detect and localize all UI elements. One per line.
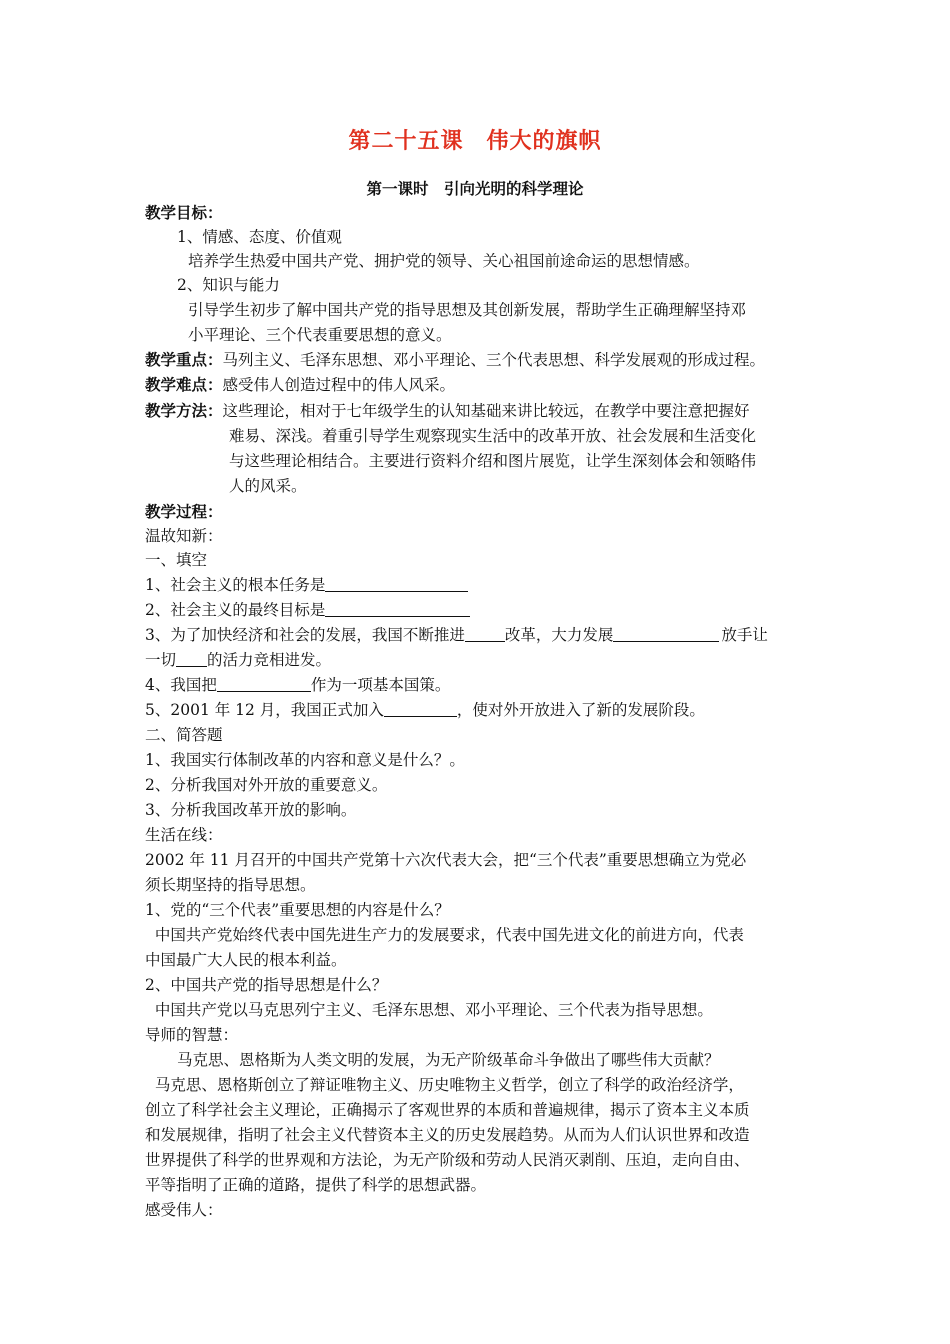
answer-blank[interactable]: [217, 676, 311, 692]
mentor-answer-line3: 和发展规律，指明了社会主义代替资本主义的历史发展趋势。从而为人们认识世界和改造: [145, 1126, 750, 1144]
answer-blank[interactable]: [325, 601, 470, 617]
goal-2-text-line1: 引导学生初步了解中国共产党的指导思想及其创新发展，帮助学生正确理解坚持邓: [188, 301, 747, 319]
answer-blank[interactable]: [325, 576, 468, 592]
life-paragraph-line1: 2002 年 11 月召开的中国共产党第十六次代表大会，把“三个代表”重要思想确立为党必: [145, 851, 747, 869]
mentor-heading: 导师的智慧：: [145, 1026, 239, 1044]
method-label: 教学方法：: [145, 401, 223, 420]
goal-1-label: 1、情感、态度、价值观: [177, 228, 342, 246]
answer-blank[interactable]: [613, 626, 719, 642]
lesson-subtitle: 第一课时 引向光明的科学理论: [366, 179, 584, 198]
difficulties-label: 教学难点：: [145, 375, 223, 394]
fill-blank-heading: 一、填空: [145, 551, 208, 569]
method-line2: 难易、深浅。着重引导学生观察现实生活中的改革开放、社会发展和生活变化: [229, 427, 757, 445]
difficulties-text: 感受伟人创造过程中的伟人风采。: [222, 376, 456, 394]
key-points-text: 马列主义、毛泽东思想、邓小平理论、三个代表思想、科学发展观的形成过程。: [222, 351, 766, 369]
life-answer-2: 中国共产党以马克思列宁主义、毛泽东思想、邓小平理论、三个代表为指导思想。: [145, 1001, 713, 1019]
mentor-answer-line5: 平等指明了正确的道路，提供了科学的思想武器。: [145, 1176, 487, 1194]
life-question-1: 1、党的“三个代表”重要思想的内容是什么？: [145, 901, 450, 919]
answer-blank[interactable]: [465, 626, 505, 642]
short-question-1: 1、我国实行体制改革的内容和意义是什么？。: [145, 751, 465, 769]
short-answer-heading: 二、简答题: [145, 726, 223, 744]
fill-question-4: 4、我国把 作为一项基本国策。: [145, 676, 451, 694]
fill-question-5: 5、2001 年 12 月，我国正式加入 ，使对外开放进入了新的发展阶段。: [145, 701, 705, 719]
key-points-row: [145, 350, 765, 370]
answer-blank[interactable]: [384, 701, 457, 717]
difficulties-row: [145, 375, 455, 395]
method-row: [145, 401, 750, 421]
lesson-title: 第二十五课 伟大的旗帜: [348, 128, 602, 154]
review-heading: 温故知新：: [145, 527, 223, 545]
goal-2-text-line2: 小平理论、三个代表重要思想的意义。: [188, 326, 452, 344]
life-heading: 生活在线：: [145, 826, 223, 844]
key-points-label: 教学重点：: [145, 350, 223, 369]
fill-question-3: 3、为了加快经济和社会的发展，我国不断推进 改革，大力发展 放手让: [145, 626, 768, 644]
process-heading: 教学过程：: [145, 502, 223, 521]
goal-2-label: 2、知识与能力: [177, 276, 280, 294]
fill-question-2: 2、社会主义的最终目标是: [145, 600, 470, 620]
method-line4: 人的风采。: [229, 477, 307, 495]
method-line3: 与这些理论相结合。主要进行资料介绍和图片展览，让学生深刻体会和领略伟: [229, 452, 757, 470]
method-line1: 这些理论，相对于七年级学生的认知基础来讲比较远，在教学中要注意把握好: [222, 402, 750, 420]
life-answer-1-line1: 中国共产党始终代表中国先进生产力的发展要求，代表中国先进文化的前进方向，代表: [145, 926, 744, 944]
goals-heading: 教学目标：: [145, 203, 223, 222]
life-answer-1-line2: 中国最广大人民的根本利益。: [145, 951, 347, 969]
fill-question-3-cont: 一切 的活力竞相进发。: [145, 651, 332, 669]
life-paragraph-line2: 须长期坚持的指导思想。: [145, 876, 316, 894]
mentor-answer-line1: 马克思、恩格斯创立了辩证唯物主义、历史唯物主义哲学，创立了科学的政治经济学，: [145, 1076, 744, 1094]
short-question-3: 3、分析我国改革开放的影响。: [145, 801, 357, 819]
fill-question-1: 1、社会主义的根本任务是: [145, 575, 468, 595]
goal-1-text: 培养学生热爱中国共产党、拥护党的领导、关心祖国前途命运的思想情感。: [188, 252, 700, 270]
mentor-answer-line4: 世界提供了科学的世界观和方法论，为无产阶级和劳动人民消灭剥削、压迫，走向自由、: [145, 1151, 750, 1169]
life-question-2: 2、中国共产党的指导思想是什么？: [145, 976, 388, 994]
feel-heading: 感受伟人：: [145, 1201, 223, 1219]
mentor-answer-line2: 创立了科学社会主义理论，正确揭示了客观世界的本质和普遍规律，揭示了资本主义本质: [145, 1101, 750, 1119]
mentor-question: 马克思、恩格斯为人类文明的发展，为无产阶级革命斗争做出了哪些伟大贡献？: [177, 1051, 720, 1069]
answer-blank[interactable]: [176, 651, 207, 667]
short-question-2: 2、分析我国对外开放的重要意义。: [145, 776, 388, 794]
